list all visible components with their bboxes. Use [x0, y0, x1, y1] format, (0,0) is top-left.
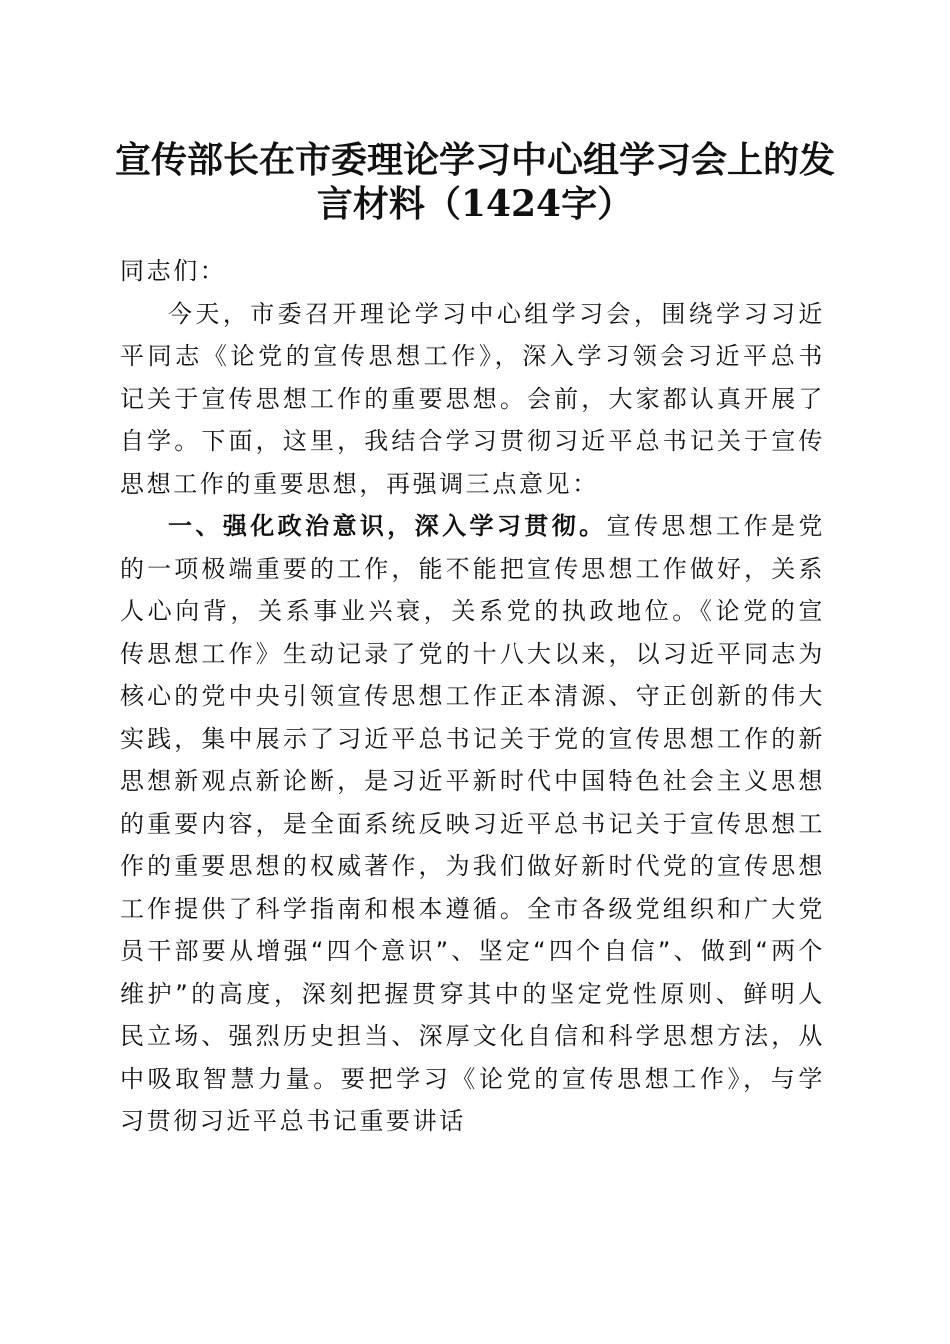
paragraph-section-one — [120, 505, 825, 1143]
title-line-1: 宣传部长在市委理论学习中心组学习会上的发 — [114, 139, 835, 181]
section-one-body: 宣传思想工作是党的一项极端重要的工作，能不能把宣传思想工作做好，关系人心向背，关系事业兴衰，关系党的执政地位。《论党的宣传思想工作》生动记录了党的十八大以来，以习近平同志为核心的党中央引领宣传思想工作正本清源、守正创新的伟大实践，集中展示了习近平总书记关于党的宣传思想工作的新思想新观点新论断，是习近平新时代中国特色社会主义思想的重要内容，是全面系统反映习近平总书记关于宣传思想工作的重要思想的权威著作，为我们做好新时代党的宣传思想工作提供了科学指南和根本遵循。全市各级党组织和广大党员干部要从增强“四个意识”、坚定“四个自信”、做到“两个维护”的高度，深刻把握贯穿其中的坚定党性原则、鲜明人民立场、强烈历史担当、深厚文化自信和科学思想方法，从中吸取智慧力量。要把学习《论党的宣传思想工作》，与学习贯彻习近平总书记重要讲话 — [120, 512, 825, 1135]
document-body — [120, 250, 825, 1143]
paragraph-intro: 今天，市委召开理论学习中心组学习会，围绕学习习近平同志《论党的宣传思想工作》，深入学习领会习近平总书记关于宣传思想工作的重要思想。会前，大家都认真开展了自学。下面，这里，我结合学习贯彻习近平总书记关于宣传思想工作的重要思想，再强调三点意见： — [120, 299, 825, 498]
section-one-heading: 一、强化政治意识，深入学习贯彻。 — [168, 512, 607, 540]
document-title — [110, 138, 840, 226]
title-line-2: 言材料（1424字） — [316, 183, 634, 225]
greeting: 同志们： — [120, 257, 227, 285]
